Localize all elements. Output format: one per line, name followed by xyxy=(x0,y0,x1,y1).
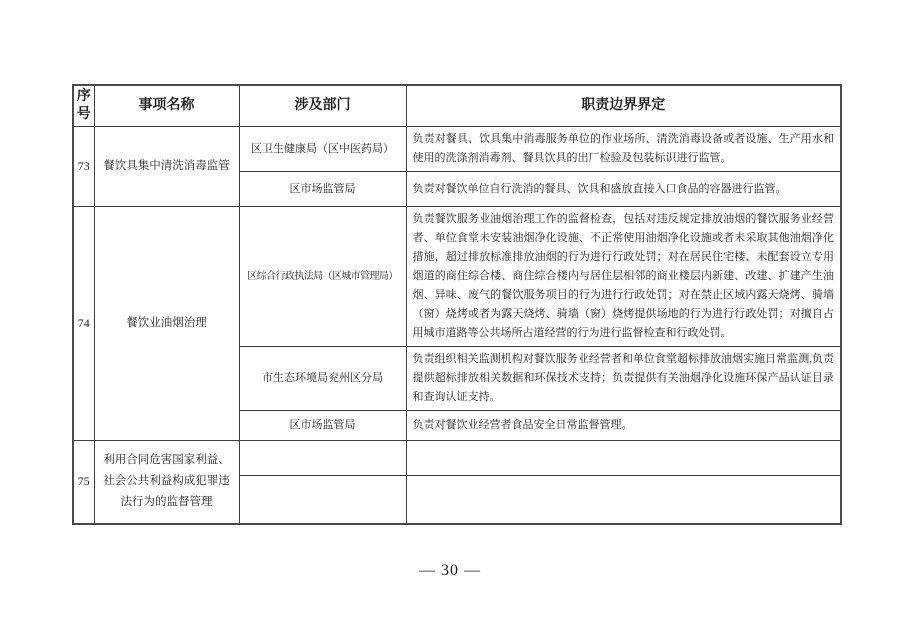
dept-cell: 区综合行政执法局（区城市管理局） xyxy=(239,207,406,347)
dept-cell: 区市场监管局 xyxy=(239,411,406,441)
table-row xyxy=(73,207,841,347)
item-name: 餐饮具集中清洗消毒监管 xyxy=(94,127,239,207)
page-number: — 30 — xyxy=(419,562,481,579)
duty-cell: 负责组织相关监测机构对餐饮服务业经营者和单位食堂超标排放油烟实施日常监测,负责提供超标排放相关数据和环保技术支持；负责提供有关油烟净化设施环保产品认证目录和查询认证支持。 xyxy=(406,347,841,411)
dept-cell: 区卫生健康局（区中医药局） xyxy=(239,127,406,172)
table-header-row xyxy=(73,85,841,127)
dept-cell: 市生态环境局兖州区分局 xyxy=(239,347,406,411)
col-header-dept: 涉及部门 xyxy=(239,85,406,127)
col-header-no: 序号 xyxy=(73,85,94,127)
col-header-name: 事项名称 xyxy=(94,85,239,127)
col-header-duty: 职责边界界定 xyxy=(406,85,841,127)
dept-cell-empty xyxy=(239,476,406,524)
table-row xyxy=(73,441,841,476)
duty-cell: 负责对餐饮业经营者食品安全日常监督管理。 xyxy=(406,411,841,441)
duty-cell-empty xyxy=(406,441,841,476)
duty-cell: 负责对餐饮单位自行洗消的餐具、饮具和盛放直接入口食品的容器进行监管。 xyxy=(406,172,841,207)
item-name: 餐饮业油烟治理 xyxy=(94,207,239,441)
row-number: 75 xyxy=(73,441,94,524)
item-name: 利用合同危害国家利益、社会公共利益构成犯罪违法行为的监督管理 xyxy=(94,441,239,524)
table-row xyxy=(73,127,841,172)
duty-cell-empty xyxy=(406,476,841,524)
dept-cell: 区市场监管局 xyxy=(239,172,406,207)
responsibility-table xyxy=(72,84,842,525)
row-number: 73 xyxy=(73,127,94,207)
dept-cell-empty xyxy=(239,441,406,476)
duty-cell: 负责餐饮服务业油烟治理工作的监督检查，包括对违反规定排放油烟的餐饮服务业经营者、单位食堂未安装油烟净化设施、不正常使用油烟净化设施或者未采取其他油烟净化措施，超过排放标准排放油烟的行为进行行政处罚；对在居民住宅楼、未配套设立专用烟道的商住综合楼、商住综合楼内与居住层相邻的商业楼层内新建、改建、扩建产生油烟、异味、废气的餐饮服务项目的行为进行行政处罚；对在禁止区域内露天烧烤、骑墙（窗）烧烤或者为露天烧烤、骑墙（窗）烧烤提供场地的行为进行行政处罚；对擅自占用城市道路等公共场所占道经营的行为进行监督检查和行政处罚。 xyxy=(406,207,841,347)
duty-cell: 负责对餐具、饮具集中消毒服务单位的作业场所、清洗消毒设备或者设施、生产用水和使用的洗涤剂消毒剂、餐具饮具的出厂检验及包装标识进行监管。 xyxy=(406,127,841,172)
row-number: 74 xyxy=(73,207,94,441)
